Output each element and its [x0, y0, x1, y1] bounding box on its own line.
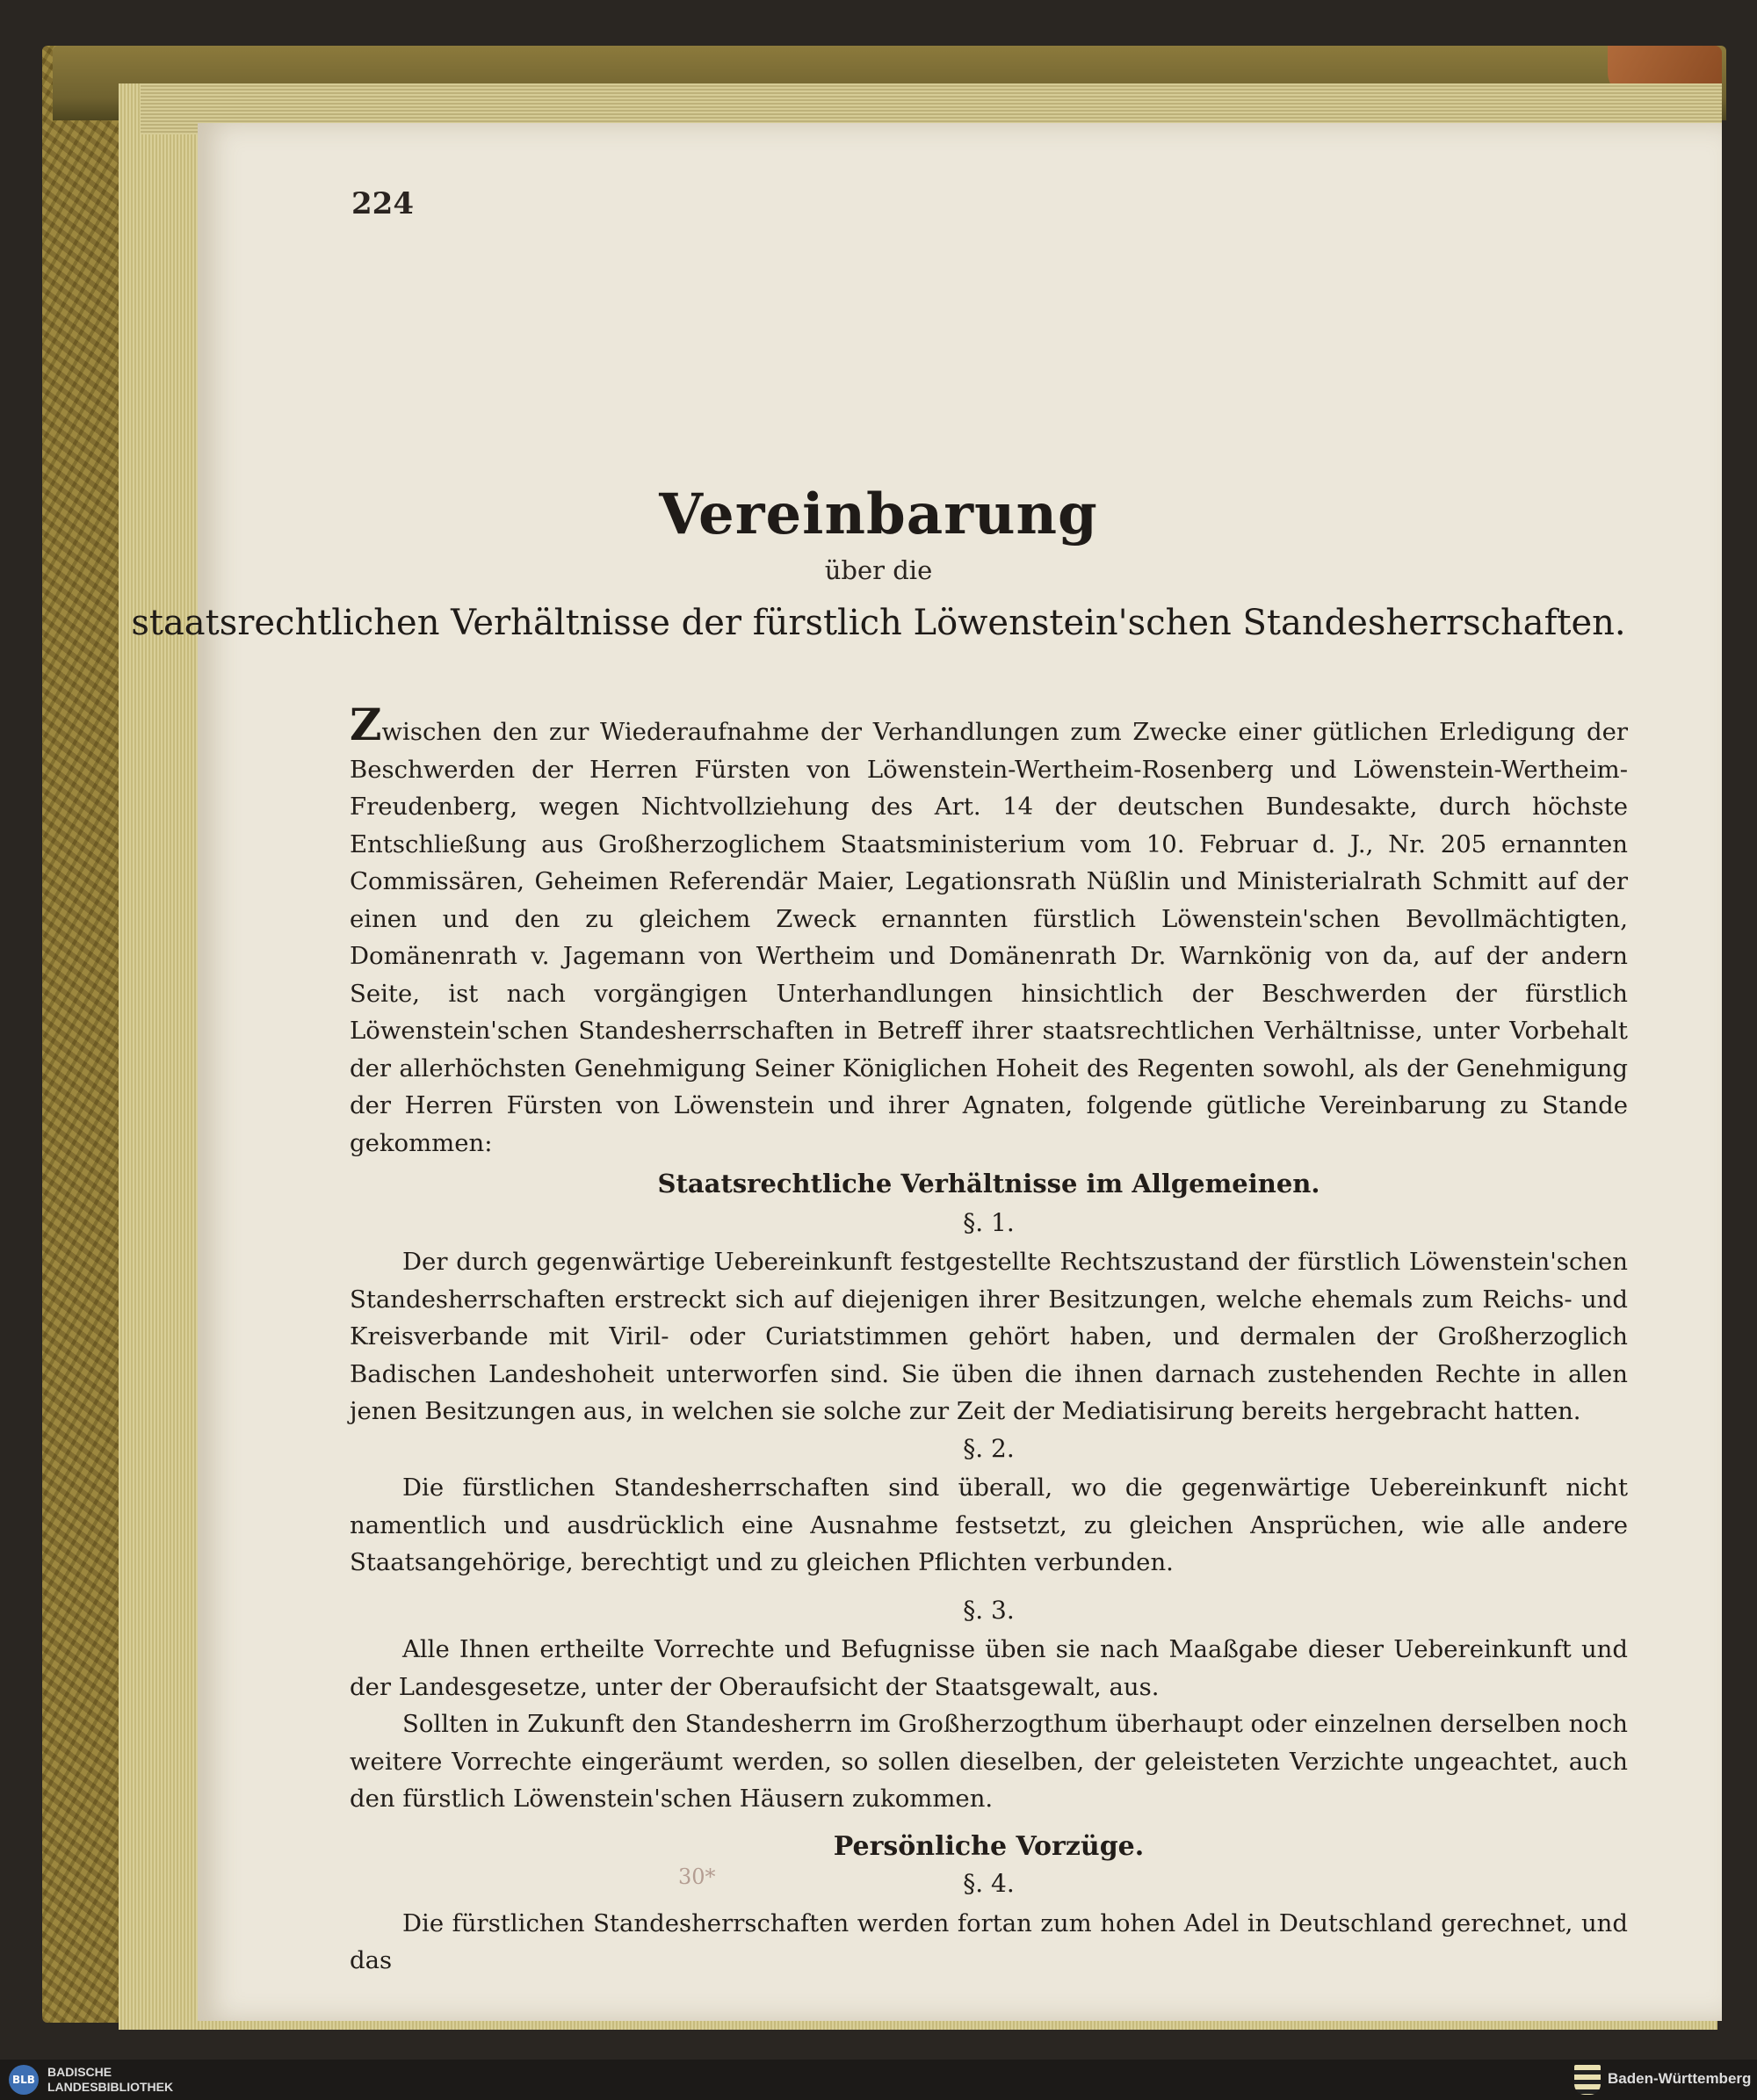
intro-text: wischen den zur Wiederaufnahme der Verhandlungen zum Zwecke einer gütlichen Erledigung der Beschwerden der Herren Fürsten von Löwenstein-Wertheim-Rosenberg und Löwenstein-Wertheim-Freudenberg, wegen Nichtvollziehung des Art. 14 der deutschen Bundesakte, durch höchste Entschließung aus Großherzoglichem Staatsministerium vom 10. Februar d. J., Nr. 205 ernannten Commissären, Geheimen Referendär Maier, Legationsrath Nüßlin und Ministerialrath Schmitt auf der einen und den zu gleichem Zweck ernannten fürstlich Löwenstein'schen Bevollmächtigten, Domänenrath v. Jagemann von Wertheim und Domänenrath Dr. Warnkönig von da, auf der andern Seite, ist nach vorgängigen Unterhandlungen hinsichtlich der Beschwerden der fürstlich Löwenstein'schen Standesherrschaften in Betreff ihrer staatsrechtlichen Verhältnisse, unter Vorbehalt der allerhöchsten Genehmigung Seiner Königlichen Hoheit des Regenten sowohl, als der Genehmigung der Herren Fürsten von Löwenstein und ihrer Agnaten, folgende gütliche Vereinbarung zu Stande gekommen:	[350, 718, 1628, 1157]
paragraph-1-text: Der durch gegenwärtige Uebereinkunft festgestellte Rechtszustand der fürstlich Löwenstein'schen Standesherrschaften erstreckt sich auf diejenigen ihrer Besitzungen, welche ehemals zum Reichs- und Kreisverbande mit Viril- oder Curiatstimmen gehört haben, und dermalen der Großherzoglich Badischen Landeshoheit unterworfen sind. Sie üben die ihnen darnach zustehenden Rechte in allen jenen Besitzungen aus, in welchen sie solche zur Zeit der Mediatisirung bereits hergebracht hatten.	[350, 1248, 1628, 1425]
paragraph-number-1: §. 1.	[963, 1207, 1015, 1237]
library-name-line-1: BADISCHE	[47, 2065, 112, 2079]
bottom-mark: 30*	[678, 1865, 716, 1889]
paragraph-number-3: §. 3.	[963, 1595, 1015, 1625]
dropcap: Z	[350, 699, 382, 750]
intro-paragraph	[350, 699, 1628, 1162]
state-emblem-icon	[1574, 2065, 1601, 2095]
paragraph-3-text-2: Sollten in Zukunft den Standesherrn im Großherzogthum überhaupt oder einzelnen derselben noch weitere Vorrechte eingeräumt werden, so sollen dieselben, der geleisteten Verzichte ungeachtet, auch den fürstlich Löwenstein'schen Häusern zukommen.	[350, 1710, 1628, 1813]
section-heading-2: Persönliche Vorzüge.	[833, 1830, 1145, 1862]
document-subtitle-small: über die	[824, 555, 933, 585]
paragraph-3-text-1: Alle Ihnen ertheilte Vorrechte und Befugnisse üben sie nach Maaßgabe dieser Uebereinkunft und der Landesgesetze, unter der Oberaufsicht der Staatsgewalt, aus.	[350, 1635, 1628, 1701]
library-name-line-2: LANDESBIBLIOTHEK	[47, 2080, 174, 2094]
document-subtitle: staatsrechtlichen Verhältnisse der fürstlich Löwenstein'schen Standesherrschaften.	[131, 603, 1626, 643]
paragraph-2-text: Die fürstlichen Standesherrschaften sind überall, wo die gegenwärtige Uebereinkunft nicht namentlich und ausdrücklich eine Ausnahme festsetzt, zu gleichen Ansprüchen, wie alle andere Staatsangehörige, berechtigt und zu gleichen Pflichten verbunden.	[350, 1474, 1628, 1576]
library-name[interactable]	[47, 2065, 173, 2095]
viewer-footer-bar	[0, 2060, 1757, 2100]
paragraph-number-2: §. 2.	[963, 1433, 1015, 1463]
page-number: 224	[351, 186, 414, 221]
document-title: Vereinbarung	[659, 482, 1098, 547]
section-heading: Staatsrechtliche Verhältnisse im Allgemeinen.	[657, 1169, 1320, 1198]
state-name[interactable]: Baden-Württemberg	[1608, 2070, 1752, 2087]
paragraph-number-4: §. 4.	[963, 1869, 1015, 1898]
paragraph-4-text: Die fürstlichen Standesherrschaften werden fortan zum hohen Adel in Deutschland gerechnet, und das	[350, 1908, 1628, 1974]
document-body	[350, 699, 1628, 1980]
library-logo-icon[interactable]: BLB	[9, 2065, 39, 2095]
